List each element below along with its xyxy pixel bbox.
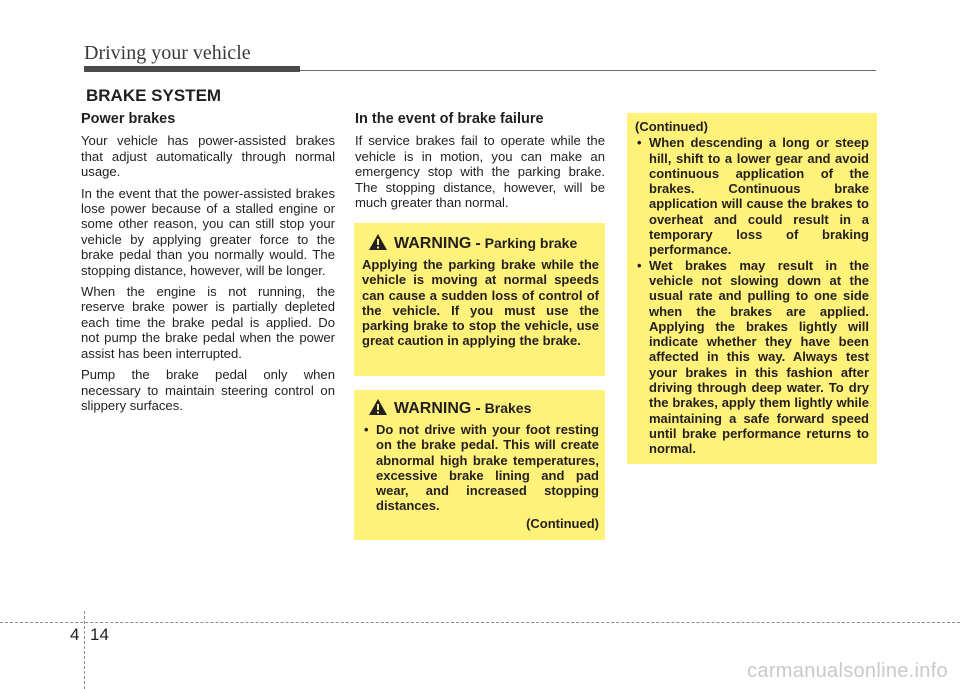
warning-brakes-box	[354, 390, 605, 540]
header-rule	[300, 70, 876, 71]
warning-header	[362, 398, 599, 416]
brake-failure-heading: In the event of brake failure	[355, 111, 544, 127]
power-brakes-heading: Power brakes	[81, 111, 176, 127]
brake-failure-column	[355, 112, 605, 216]
power-brakes-column	[81, 112, 335, 419]
power-brakes-paragraph: In the event that the power-assisted brakes lose power because of a stalled engine or some other reason, you can still stop your vehicle by applying greater force to the brake pedal than you normally would. The stopping distance, however, will be longer.	[81, 185, 335, 278]
warning-subtitle: Brakes	[484, 399, 532, 416]
section-title: BRAKE SYSTEM	[86, 86, 222, 105]
footer-divider	[84, 611, 85, 689]
continued-label: (Continued)	[526, 515, 599, 531]
warning-triangle-icon	[368, 233, 388, 251]
warning-header	[362, 233, 599, 251]
warning-dash: -	[475, 399, 481, 417]
footer-rule	[0, 622, 960, 623]
power-brakes-paragraph: Your vehicle has power-assisted brakes that adjust automatically through normal usage.	[81, 133, 335, 180]
warning-list	[362, 422, 599, 514]
header-bar	[84, 66, 300, 72]
warning-list-item: • When descending a long or steep hill, shift to a lower gear and avoid continuous application of the brakes. Continuous brake application will cause the brakes to overheat and could result in a temporary loss of braking performance.	[635, 135, 869, 257]
warning-list-item: • Do not drive with your foot resting on the brake pedal. This will create abnormal high brake temperatures, excessive brake lining and pad wear, and increased stopping distances.	[362, 422, 599, 514]
warning-list-item: • Wet brakes may result in the vehicle not slowing down at the usual rate and pulling to one side when the brakes are applied. Applying the brakes lightly will indicate whether they have been affected in this way. Always test your brakes in this fashion after driving through deep water. To dry the brakes, apply them lightly while maintaining a safe forward speed until brake performance returns to normal.	[635, 258, 869, 457]
warning-word: WARNING	[394, 399, 472, 417]
header-title: Driving your vehicle	[84, 42, 251, 64]
power-brakes-paragraph: Pump the brake pedal only when necessary to maintain steering control on slippery surfaces.	[81, 367, 335, 413]
warning-subtitle: Parking brake	[484, 234, 578, 251]
watermark: carmanualsonline.info	[747, 660, 948, 682]
warning-parking-brake-box	[354, 223, 605, 376]
warning-list	[635, 135, 869, 456]
continued-label: (Continued)	[635, 119, 708, 134]
warning-dash: -	[475, 234, 481, 252]
power-brakes-paragraph: When the engine is not running, the reserve brake power is partially depleted each time the brake pedal is applied. Do not pump the brake pedal when the power assist has been interrupted.	[81, 284, 335, 361]
warning-triangle-icon	[368, 398, 388, 416]
page-number: 14	[90, 625, 109, 644]
warning-word: WARNING	[394, 234, 472, 252]
warning-continued-box	[627, 113, 877, 464]
warning-body: Applying the parking brake while the vehicle is moving at normal speeds can cause a sudden loss of control of the vehicle. If you must use the parking brake to stop the vehicle, use great caution in applying the brake.	[362, 257, 599, 349]
brake-failure-paragraph: If service brakes fail to operate while the vehicle is in motion, you can make an emergency stop with the parking brake. The stopping distance, however, will be much greater than normal.	[355, 133, 605, 211]
chapter-number: 4	[70, 625, 80, 644]
